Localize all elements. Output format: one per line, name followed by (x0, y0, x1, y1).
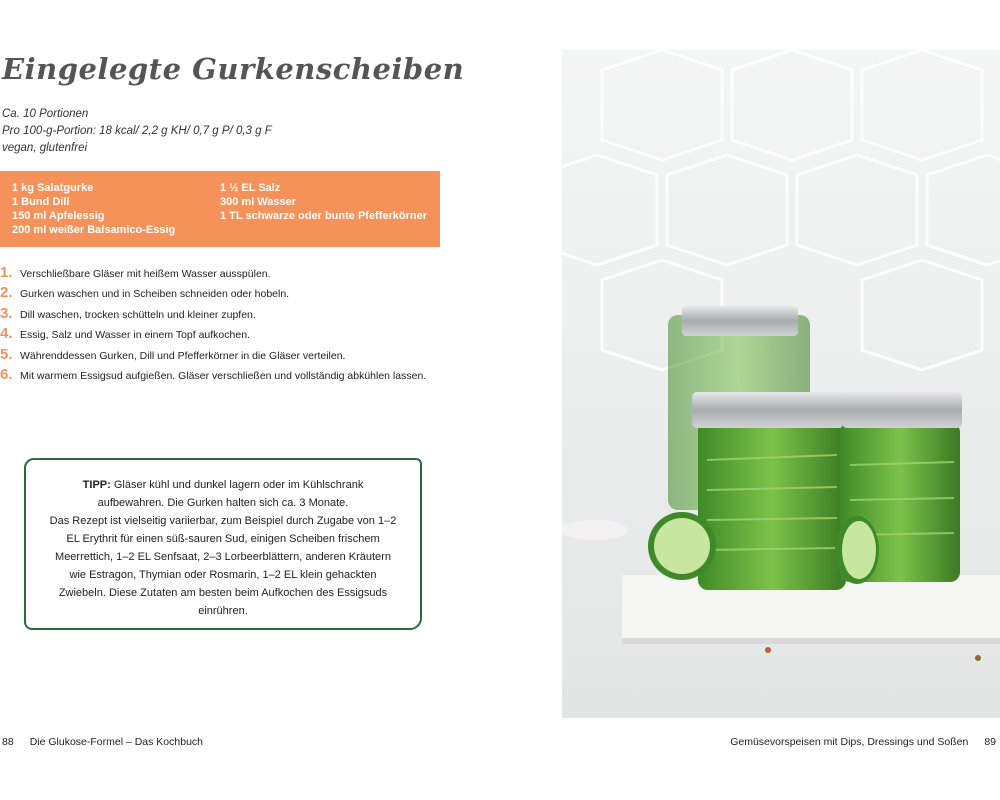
tip-text-1: Gläser kühl und dunkel lagern oder im Kühlschrank aufbewahren. Die Gurken halten sich ca. 3 Monate. (97, 479, 364, 509)
step-item (0, 366, 470, 386)
ingredients-right-column (220, 181, 427, 237)
step-item (0, 305, 470, 325)
step-number: 4. (0, 325, 13, 343)
tip-box (24, 458, 422, 630)
tip-label: TIPP: (82, 479, 111, 491)
page-number-left: 88 (2, 736, 14, 748)
steps-list (0, 264, 470, 386)
step-text: Gurken waschen und in Scheiben schneiden oder hobeln. (20, 288, 290, 301)
chapter-title: Gemüsevorspeisen mit Dips, Dressings und Soßen (730, 736, 969, 748)
footer-left (2, 736, 203, 748)
ingredients-box (0, 171, 440, 247)
step-item (0, 346, 470, 366)
step-item (0, 325, 470, 345)
footer-right (730, 736, 996, 748)
pickled-cucumber-jars-photo (562, 50, 1000, 718)
step-item (0, 264, 470, 284)
ingredient-item: 1 Bund Dill (12, 196, 70, 208)
book-title: Die Glukose-Formel – Das Kochbuch (29, 736, 204, 748)
ingredient-item: 300 ml Wasser (220, 196, 297, 208)
step-text: Währenddessen Gurken, Dill und Pfefferkörner in die Gläser verteilen. (20, 349, 346, 362)
step-text: Verschließbare Gläser mit heißem Wasser ausspülen. (20, 268, 271, 280)
nutrition: Pro 100-g-Portion: 18 kcal/ 2,2 g KH/ 0,7 g P/ 0,3 g F (2, 125, 272, 137)
tip-text-2: Das Rezept ist vielseitig variierbar, zum Beispiel durch Zugabe von 1–2 EL Erythrit für einen süß-sauren Sud, einigen Scheiben frischem Meerrettich, 1–2 EL Senfsaat, 2–3 Lorbeerblättern, anderen Kräutern wie Estragon, Thymian oder Rosmarin, 1–2 EL klein gehackten Zwiebeln. Diese Zutaten am besten beim Aufkochen des Essigsuds einrühren. (49, 515, 397, 617)
servings: Ca. 10 Portionen (2, 108, 89, 120)
tip-paragraph-1 (48, 476, 398, 512)
photo-illustration (562, 50, 1000, 718)
recipe-meta (2, 106, 272, 157)
step-text: Dill waschen, trocken schütteln und kleiner zupfen. (20, 308, 256, 321)
diet-tags: vegan, glutenfrei (2, 142, 88, 154)
step-item (0, 284, 470, 304)
ingredient-item: 1 ½ EL Salz (220, 182, 281, 194)
step-number: 5. (0, 345, 13, 363)
step-text: Essig, Salz und Wasser in einem Topf aufkochen. (20, 329, 250, 342)
step-number: 1. (0, 264, 13, 281)
ingredients-left-column (12, 181, 220, 237)
ingredient-item: 1 TL schwarze oder bunte Pfefferkörner (220, 210, 428, 222)
step-number: 2. (0, 284, 13, 302)
ingredient-item: 1 kg Salatgurke (12, 182, 94, 194)
right-page (500, 0, 1000, 800)
step-number: 6. (0, 365, 13, 383)
recipe-title: Eingelegte Gurkenscheiben (2, 52, 465, 86)
ingredient-item: 200 ml weißer Balsamico-Essig (12, 224, 176, 236)
page-number-right: 89 (984, 736, 996, 748)
ingredient-item: 150 ml Apfelessig (12, 210, 105, 222)
step-text: Mit warmem Essigsud aufgießen. Gläser verschließen und vollständig abkühlen lassen. (20, 369, 427, 382)
step-number: 3. (0, 304, 13, 322)
